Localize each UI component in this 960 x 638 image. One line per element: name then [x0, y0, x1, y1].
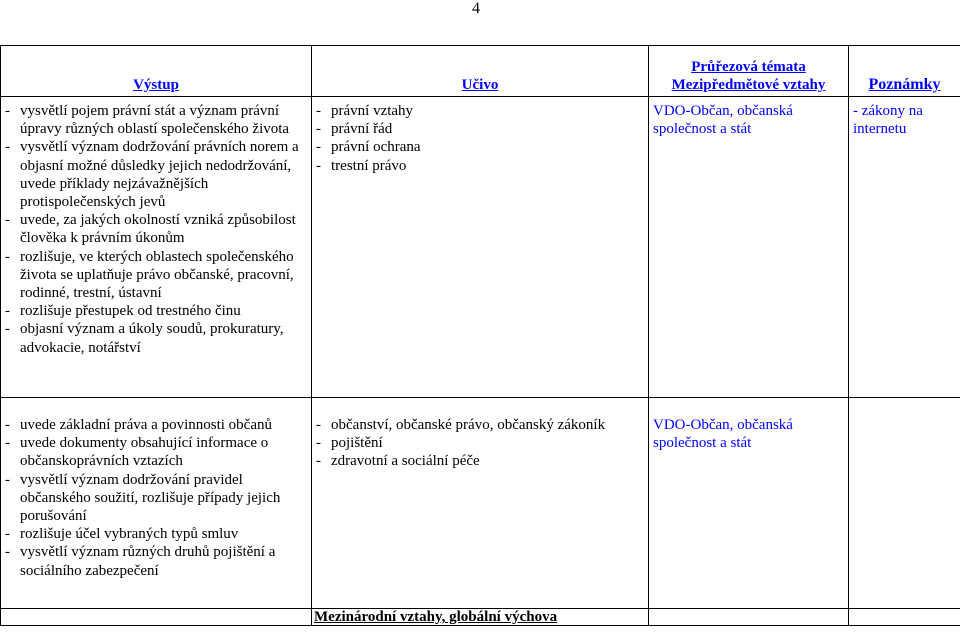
cross-topic-line: společnost a stát	[653, 121, 752, 138]
vystup-cell	[1, 398, 312, 609]
curriculum-table	[0, 45, 960, 626]
vystup-cell	[1, 609, 312, 626]
section-title: Mezinárodní vztahy, globální výchova	[314, 609, 558, 625]
list-item-text: rozlišuje přestupek od trestného činu	[20, 303, 241, 320]
list-item-text: vysvětlí pojem právní stát a význam právní úpravy různých oblastí společenského života	[20, 103, 290, 138]
list-item-text: uvede dokumenty obsahující informace o občanskoprávních vztazích	[20, 435, 269, 470]
header-poznamky: Poznámky	[849, 46, 960, 97]
list-item	[5, 248, 309, 303]
list-item	[5, 471, 309, 526]
list-item-text: vysvětlí význam různých druhů pojištění a sociálního zabezpečení	[20, 544, 276, 579]
list-item	[316, 157, 646, 175]
page-number: 4	[472, 0, 480, 17]
list-item-text: občanství, občanské právo, občanský zákoník	[331, 417, 606, 433]
header-prurezova-line-2: Mezipředmětové vztahy	[671, 77, 826, 93]
list-dash: -	[5, 248, 10, 265]
list-item	[316, 102, 646, 120]
list-dash: -	[316, 435, 321, 452]
list-item-text: uvede, za jakých okolností vzniká způsobilost člověka k právním úkonům	[20, 212, 296, 247]
vystup-cell	[1, 97, 312, 398]
list-dash: -	[5, 544, 10, 561]
list-item	[316, 452, 646, 470]
table-row	[1, 97, 960, 398]
list-dash: -	[5, 526, 10, 543]
cross-topics-cell	[649, 609, 849, 626]
list-dash: -	[316, 157, 321, 174]
list-item-text: právní řád	[331, 121, 393, 138]
list-dash: -	[5, 417, 10, 433]
table-header-row	[1, 46, 960, 97]
list-item	[316, 120, 646, 138]
header-prurezova-line-1: Průřezová témata	[691, 59, 806, 75]
list-item	[5, 102, 309, 138]
list-item-text: pojištění	[331, 435, 383, 452]
header-ucivo: Učivo	[312, 46, 649, 97]
list-item	[5, 543, 309, 579]
cross-topic-line: VDO-Občan, občanská	[653, 103, 793, 119]
list-item	[5, 434, 309, 470]
list-item-text: právní vztahy	[331, 103, 414, 119]
notes-cell	[849, 97, 960, 398]
notes-cell	[849, 609, 960, 626]
header-prurezova-temata	[649, 46, 849, 97]
list-item	[316, 138, 646, 156]
cross-topics-cell	[649, 398, 849, 609]
list-dash: -	[5, 212, 10, 229]
list-dash: -	[316, 417, 321, 433]
header-vystup: Výstup	[1, 46, 312, 97]
list-item	[316, 416, 646, 434]
list-item	[5, 525, 309, 543]
ucivo-cell	[312, 97, 649, 398]
notes-cell	[849, 398, 960, 609]
list-item-text: právní ochrana	[331, 139, 421, 156]
list-item-text: uvede základní práva a povinnosti občanů	[20, 417, 272, 433]
list-dash: -	[5, 139, 10, 156]
list-item-text: rozlišuje účel vybraných typů smluv	[20, 526, 239, 543]
list-item	[5, 302, 309, 320]
list-dash: -	[316, 453, 321, 470]
list-item	[316, 434, 646, 452]
list-item	[5, 416, 309, 434]
list-item-text: vysvětlí význam dodržování právních norem a objasní možné důsledky jejich nedodržování, uvede příklady nejzávažnějších protispolečenských jevů	[20, 139, 299, 211]
list-dash: -	[5, 303, 10, 320]
table-row	[1, 398, 960, 609]
list-item-text: vysvětlí význam dodržování pravidel občanského soužití, rozlišuje případy jejich porušování	[20, 471, 281, 525]
list-item	[5, 211, 309, 247]
list-dash: -	[5, 471, 10, 488]
note-line: - zákony na	[853, 103, 923, 119]
list-item-text: trestní právo	[331, 157, 407, 174]
ucivo-cell	[312, 398, 649, 609]
cross-topics-cell	[649, 97, 849, 398]
list-item	[5, 138, 309, 211]
list-item	[5, 320, 309, 356]
list-item-text: objasní význam a úkoly soudů, prokuratury, advokacie, notářství	[20, 321, 284, 356]
list-dash: -	[5, 103, 10, 119]
cross-topic-line: společnost a stát	[653, 435, 752, 452]
table-row	[1, 609, 960, 626]
list-dash: -	[316, 103, 321, 119]
list-dash: -	[5, 321, 10, 338]
note-line: internetu	[853, 121, 907, 138]
list-dash: -	[5, 435, 10, 452]
ucivo-cell	[312, 609, 649, 626]
cross-topic-line: VDO-Občan, občanská	[653, 417, 793, 433]
list-dash: -	[316, 121, 321, 138]
list-item-text: rozlišuje, ve kterých oblastech společenského života se uplatňuje právo občanské, pracovní, rodinné, trestní, ústavní	[20, 248, 294, 302]
list-item-text: zdravotní a sociální péče	[331, 453, 480, 470]
list-dash: -	[316, 139, 321, 156]
